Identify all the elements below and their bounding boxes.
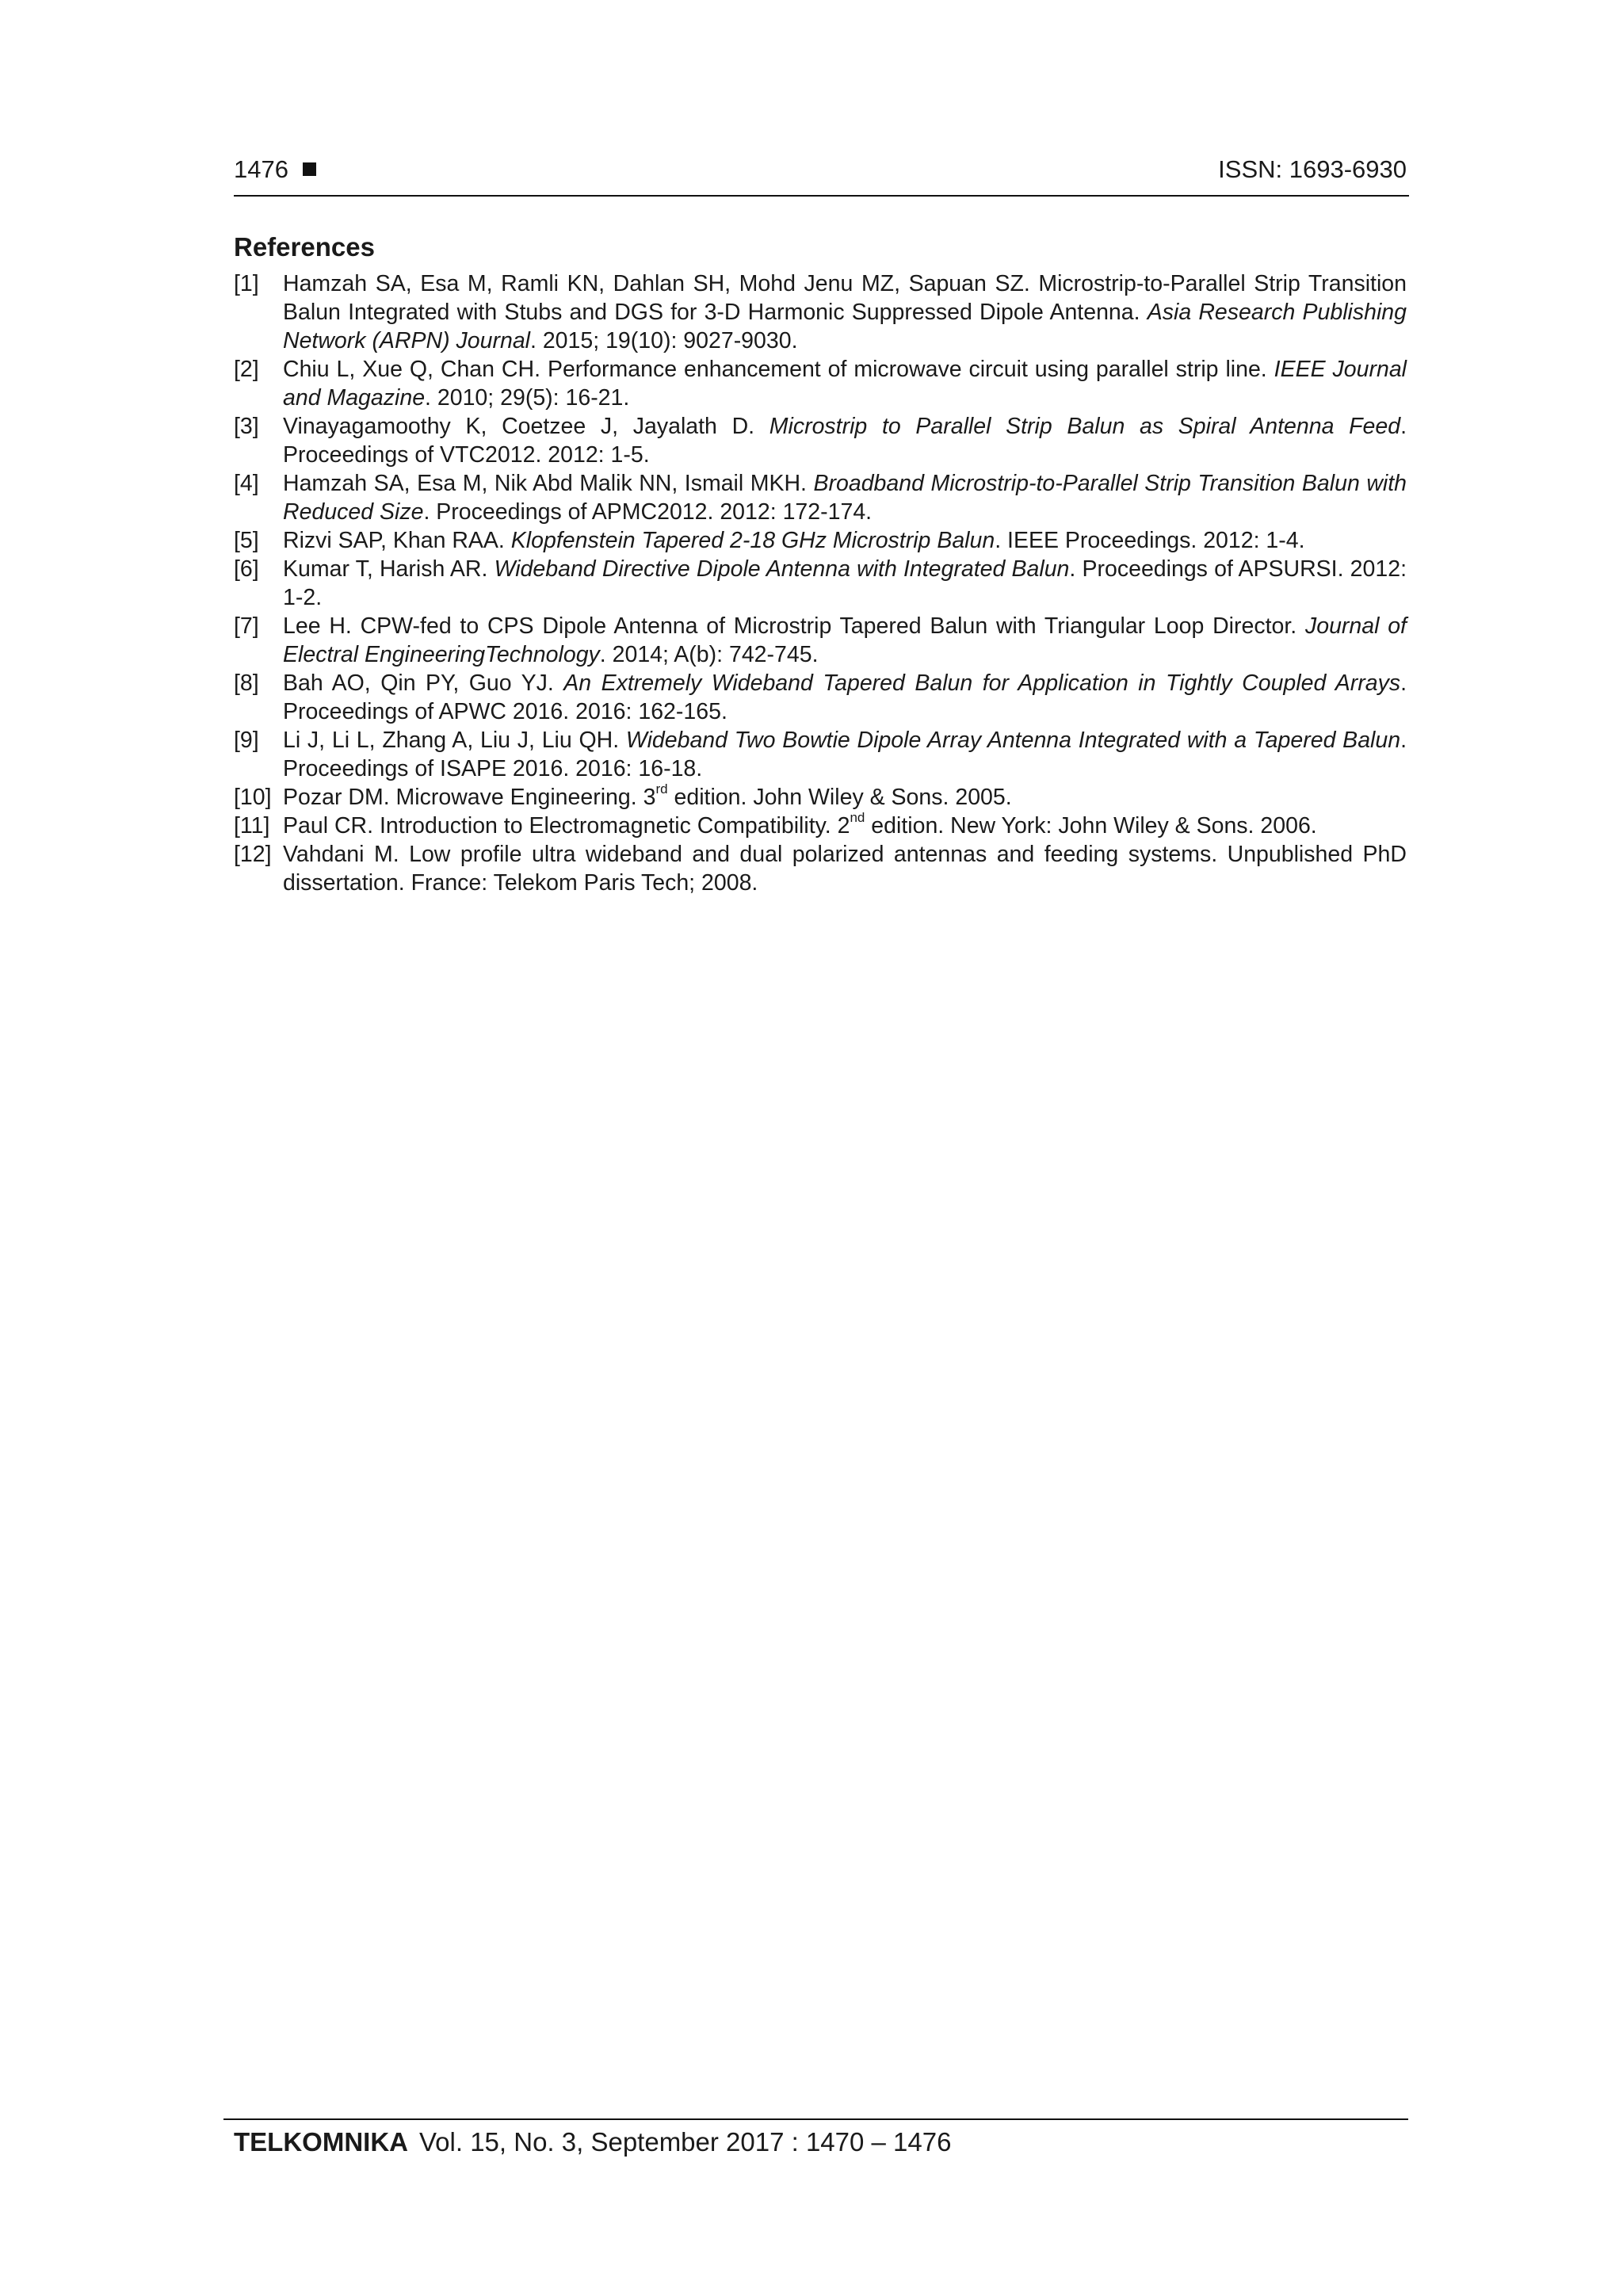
reference-item [234,355,1407,412]
reference-text-part: . Proceedings of ISAPE 2016. 2016: 16-18. [283,728,1407,781]
reference-number: [4] [234,471,259,496]
reference-text [283,528,1305,553]
journal-citation: Vol. 15, No. 3, September 2017 : 1470 – 1476 [418,2127,952,2157]
reference-text-part: Rizvi SAP, Khan RAA. [283,528,511,553]
reference-text-part: Vinayagamoothy K, Coetzee J, Jayalath D. [283,414,769,439]
reference-text [283,809,1317,839]
reference-text-part: edition. John Wiley & Sons. 2005. [667,785,1012,810]
reference-item [234,269,1407,355]
reference-number: [11] [234,813,270,839]
reference-italic-title: Microstrip to Parallel Strip Balun as Spiral Antenna Feed [769,414,1401,439]
reference-text [283,471,1407,525]
reference-list [234,269,1407,897]
reference-text-part: Chiu L, Xue Q, Chan CH. Performance enhancement of microwave circuit using parallel strip line. [283,357,1274,382]
reference-italic-title: Journal of Electral EngineeringTechnology [283,613,1407,667]
reference-text [283,556,1407,610]
reference-text [283,842,1407,896]
page-header [234,155,1407,187]
reference-number: [2] [234,357,259,382]
reference-superscript: rd [655,781,668,797]
reference-item [234,412,1407,469]
reference-number: [8] [234,670,259,696]
reference-number: [9] [234,728,259,753]
reference-text-part: Kumar T, Harish AR. [283,556,495,582]
reference-text-part: . Proceedings of VTC2012. 2012: 1-5. [283,414,1407,468]
reference-item [234,783,1407,812]
page-footer [234,2127,951,2157]
reference-text-part: . 2015; 19(10): 9027-9030. [530,328,798,353]
header-rule [234,195,1409,197]
reference-text-part: . 2014; A(b): 742-745. [599,642,819,667]
reference-text [283,357,1407,411]
reference-text [283,271,1407,353]
reference-text-part: Hamzah SA, Esa M, Ramli KN, Dahlan SH, Mohd Jenu MZ, Sapuan SZ. Microstrip-to-Parallel Strip Transition Balun Integrated with Stubs and DGS for 3-D Harmonic Suppressed Dipole Antenna. [283,271,1407,325]
reference-item [234,809,1407,840]
reference-text [283,781,1012,810]
reference-item [234,612,1407,669]
reference-item [234,726,1407,783]
reference-text-part: Vahdani M. Low profile ultra wideband and dual polarized antennas and feeding systems. Unpublished PhD dissertation. France: Telekom Paris Tech; 2008. [283,842,1407,896]
square-bullet-icon [303,162,316,176]
reference-superscript: nd [850,809,865,825]
reference-text [283,670,1407,724]
reference-number: [1] [234,271,259,296]
issn-label: ISSN: 1693-6930 [1218,155,1407,183]
reference-text-part: . Proceedings of APSURSI. 2012: 1-2. [283,556,1407,610]
reference-number: [12] [234,842,272,867]
references-section [234,231,1407,897]
reference-italic-title: Wideband Directive Dipole Antenna with Integrated Balun [494,556,1070,582]
reference-text-part: Lee H. CPW-fed to CPS Dipole Antenna of Microstrip Tapered Balun with Triangular Loop Director. [283,613,1305,639]
reference-text [283,613,1407,667]
reference-text [283,728,1407,781]
reference-text [283,414,1407,468]
reference-number: [7] [234,613,259,639]
reference-number: [3] [234,414,259,439]
reference-italic-title: IEEE Journal and Magazine [283,357,1407,411]
page-number: 1476 [234,155,316,184]
reference-text-part: Bah AO, Qin PY, Guo YJ. [283,670,564,696]
reference-italic-title: Wideband Two Bowtie Dipole Array Antenna Integrated with a Tapered Balun [625,728,1401,753]
reference-number: [5] [234,528,259,553]
reference-text-part: Pozar DM. Microwave Engineering. 3 [283,785,656,810]
reference-item [234,555,1407,612]
reference-number: [10] [234,785,272,810]
reference-text-part: . IEEE Proceedings. 2012: 1-4. [995,528,1305,553]
reference-text-part: Paul CR. Introduction to Electromagnetic Compatibility. 2 [283,813,850,839]
reference-italic-title: Broadband Microstrip-to-Parallel Strip Transition Balun with Reduced Size [283,471,1407,525]
reference-item [234,840,1407,897]
reference-text-part: . Proceedings of APMC2012. 2012: 172-174. [423,499,873,525]
journal-name: TELKOMNIKA [234,2127,408,2157]
reference-italic-title: Asia Research Publishing Network (ARPN) Journal [283,300,1407,353]
reference-italic-title: Klopfenstein Tapered 2-18 GHz Microstrip Balun [510,528,995,553]
reference-italic-title: An Extremely Wideband Tapered Balun for Application in Tightly Coupled Arrays [563,670,1401,696]
reference-item [234,526,1407,555]
reference-item [234,669,1407,726]
references-title: References [234,232,375,262]
reference-text-part: . 2010; 29(5): 16-21. [425,385,630,411]
reference-text-part: Li J, Li L, Zhang A, Liu J, Liu QH. [283,728,626,753]
footer-rule [223,2118,1408,2120]
reference-text-part: . Proceedings of APWC 2016. 2016: 162-165. [283,670,1407,724]
reference-item [234,469,1407,526]
reference-text-part: Hamzah SA, Esa M, Nik Abd Malik NN, Ismail MKH. [283,471,814,496]
reference-text-part: edition. New York: John Wiley & Sons. 2006. [865,813,1317,839]
reference-number: [6] [234,556,259,582]
